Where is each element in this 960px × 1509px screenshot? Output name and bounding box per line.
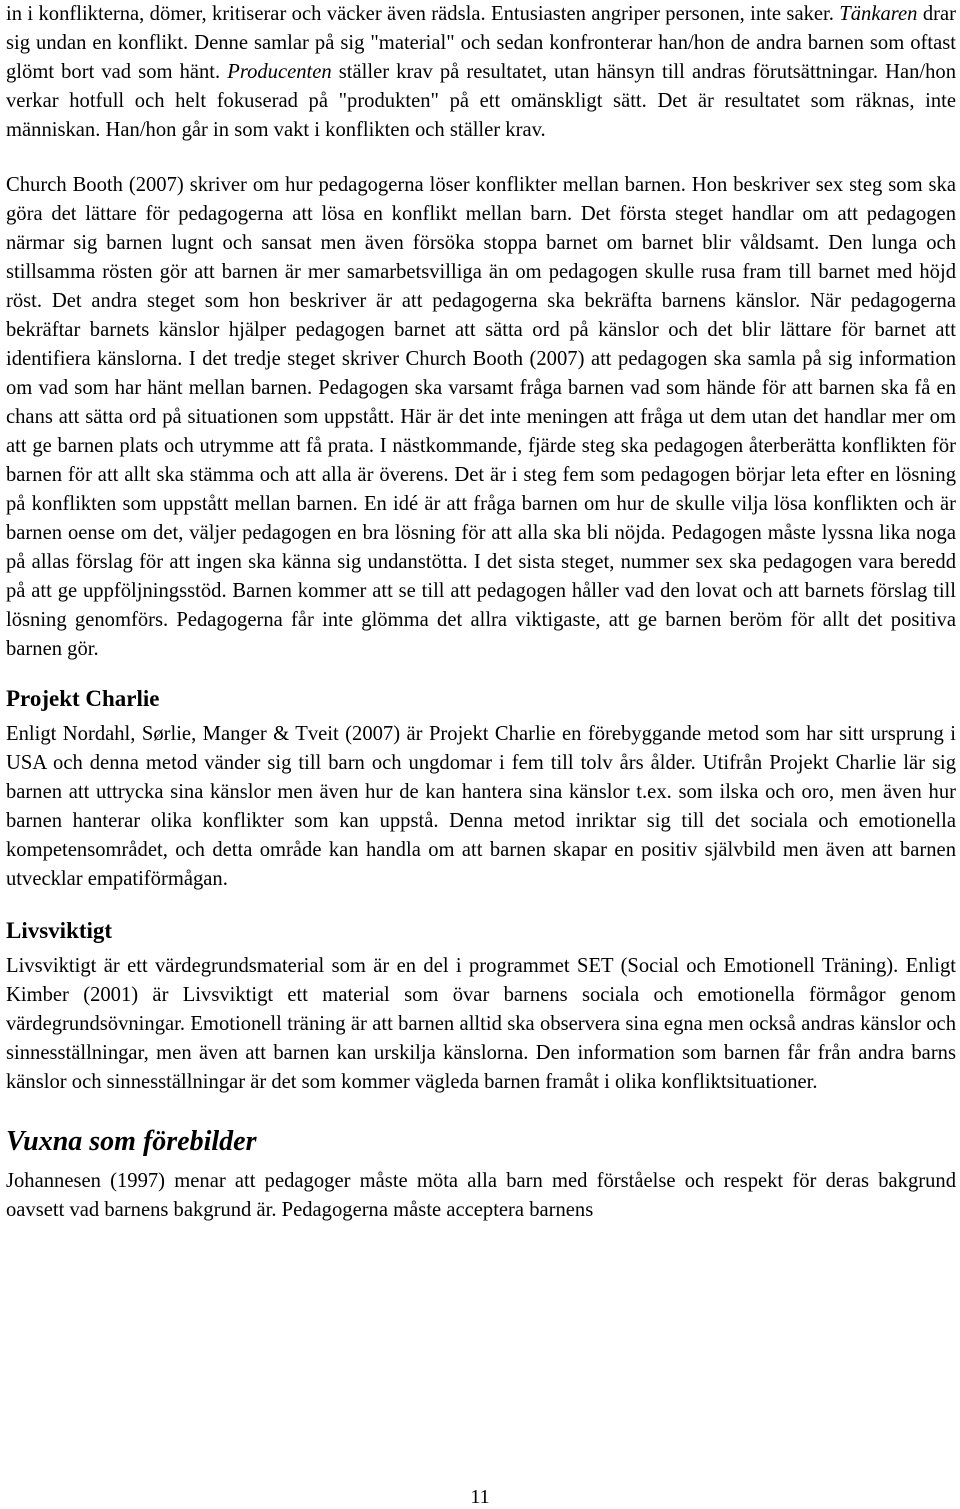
heading-vuxna-som-forebilder: Vuxna som förebilder xyxy=(6,1126,257,1157)
heading-projekt-charlie: Projekt Charlie xyxy=(6,686,160,711)
role-producenten: Producenten xyxy=(227,61,332,83)
document-page xyxy=(6,0,956,1225)
page-number: 11 xyxy=(470,1486,490,1508)
text-run: in i konflikterna, dömer, kritiserar och väcker även rädsla. Entusiasten angriper personen, inte saker. xyxy=(6,3,840,25)
text-run: drar sig undan en konflikt. Denne samlar på sig "material" och sedan konfronterar han/hon de andra barnen som oftast glömt bort vad som hänt. xyxy=(6,3,956,83)
paragraph-livsviktigt: Livsviktigt är ett värdegrundsmaterial som är en del i programmet SET (Social och Emotionell Träning). Enligt Kimber (2001) är Livsviktigt ett material som övar barnens sociala och emotionella förmågor genom värdegrundsövningar. Emotionell träning är att barnen alltid ska observera sina egna men också andras känslor och sinnesställningar, men även att barnen kan urskilja känslorna. Den information som barnen får från andra barns känslor och sinnesställningar är det som kommer vägleda barnen framåt i olika konfliktsituationer. xyxy=(6,955,956,1093)
paragraph-vuxna: Johannesen (1997) menar att pedagoger måste möta alla barn med förståelse och respekt för deras bakgrund oavsett vad barnens bakgrund är. Pedagogerna måste acceptera barnens xyxy=(6,1170,956,1221)
paragraph-roles xyxy=(6,0,956,145)
paragraph-projekt-charlie: Enligt Nordahl, Sørlie, Manger & Tveit (2007) är Projekt Charlie en förebyggande metod som har sitt ursprung i USA och denna metod vänder sig till barn och ungdomar i fem till tolv års ålder. Utifrån Projekt Charlie lär sig barnen att uttrycka sina känslor men även hur de kan hantera sina känslor t.ex. som ilska och oro, men även hur barnen hanterar olika konflikter som kan uppstå. Denna metod inriktar sig till det sociala och emotionella kompetensområdet, och detta område kan handla om att barnen skapar en positiv självbild men även att barnen utvecklar empatiförmågan. xyxy=(6,723,956,890)
heading-livsviktigt: Livsviktigt xyxy=(6,918,113,943)
role-tankaren: Tänkaren xyxy=(839,3,918,25)
paragraph-church-booth: Church Booth (2007) skriver om hur pedagogerna löser konflikter mellan barnen. Hon beskriver sex steg som ska göra det lättare för pedagogerna att lösa en konflikt mellan barn. Det första steget handlar om att pedagogen närmar sig barnen lugnt och sansat men även försöka stoppa barnet om barnet blir våldsamt. Den lunga och stillsamma rösten gör att barnen är mer samarbetsvilliga än om pedagogen skulle rusa fram till barnet med höjd röst. Det andra steget som hon beskriver är att pedagogerna ska bekräfta barnens känslor. När pedagogerna bekräftar barnets känslor hjälper pedagogen barnet att sätta ord på känslor och det blir lättare för barnet att identifiera känslorna. I det tredje steget skriver Church Booth (2007) att pedagogen ska samla på sig information om vad som har hänt mellan barnen. Pedagogen ska varsamt fråga barnen vad som hände för att barnen ska få en chans att sätta ord på situationen som uppstått. Här är det inte meningen att fråga ut dem utan det handlar mer om att ge barnen plats och utrymme att få prata. I nästkommande, fjärde steg ska pedagogen återberätta konflikten för barnen för att allt ska stämma och att alla är överens. Det är i steg fem som pedagogen börjar leta efter en lösning på konflikten som uppstått mellan barnen. En idé är att fråga barnen om hur de skulle vilja lösa konflikten och är barnen oense om det, väljer pedagogen en bra lösning för att alla ska bli nöjda. Pedagogen måste lyssna lika noga på allas förslag för att ingen ska känna sig undanstötta. I det sista steget, nummer sex ska pedagogen vara beredd på att ge uppföljningsstöd. Barnen kommer att se till att pedagogen håller vad den lovat och att barnets förslag till lösning genomförs. Pedagogerna får inte glömma det allra viktigaste, att ge barnen beröm för allt det positiva barnen gör. xyxy=(6,174,956,660)
text-run: ställer krav på resultatet, utan hänsyn till andras förutsättningar. Han/hon verkar hotfull och helt fokuserad på "produkten" på ett omänskligt sätt. Det är resultatet som räknas, inte människan. Han/hon går in som vakt i konflikten och ställer krav. xyxy=(6,61,956,141)
paragraph-gap xyxy=(6,145,956,171)
